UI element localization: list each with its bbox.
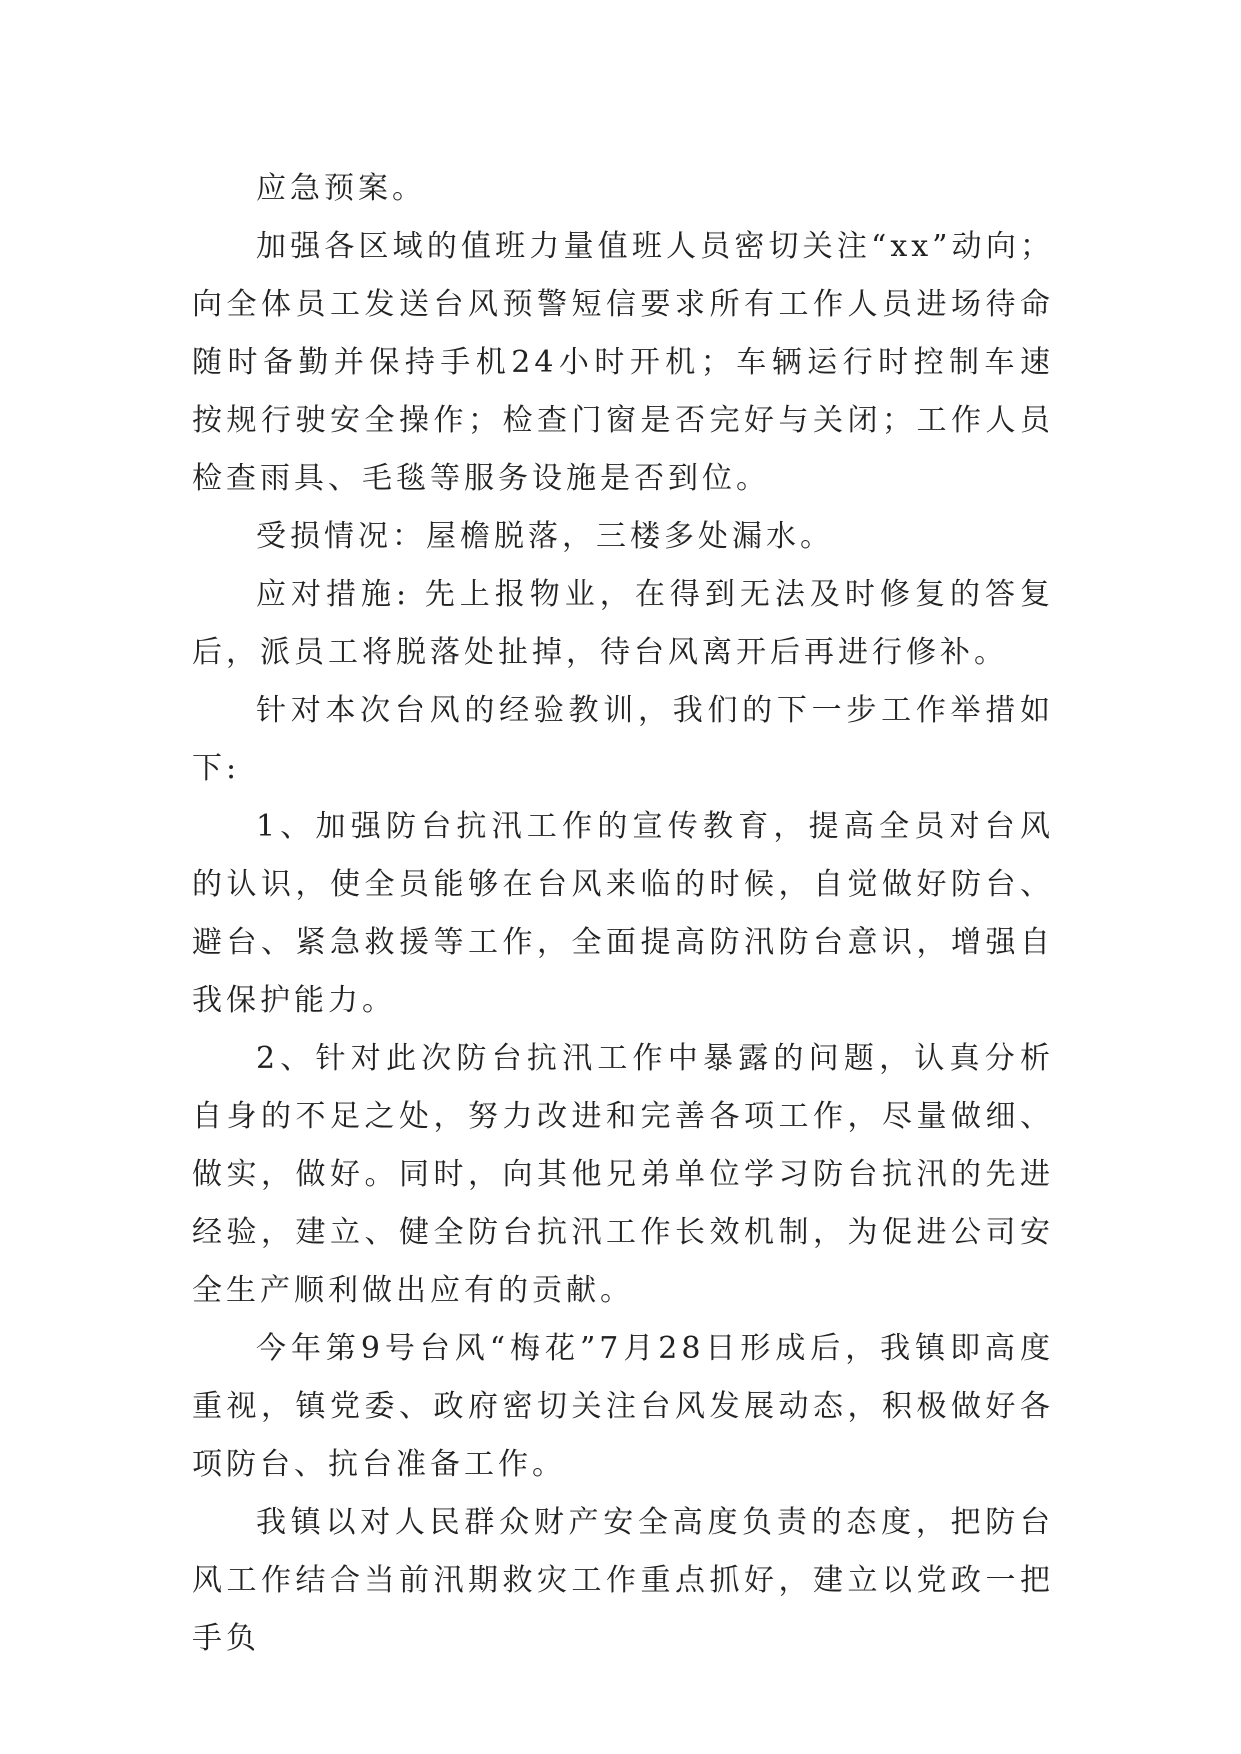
paragraph-typhoon-meihua: 今年第9号台风“梅花”7月28日形成后，我镇即高度重视，镇党委、政府密切关注台风发展动态，积极做好各项防台、抗台准备工作。: [192, 1331, 1054, 1482]
paragraph-damage-status: 受损情况：屋檐脱落，三楼多处漏水。: [256, 519, 834, 554]
paragraph-next-steps-intro: 针对本次台风的经验教训，我们的下一步工作举措如下:: [192, 693, 1054, 786]
paragraph-town-measures: 我镇以对人民群众财产安全高度负责的态度，把防台风工作结合当前汛期救灾工作重点抓好，建立以党政一把手负: [192, 1505, 1054, 1656]
document-body: [192, 160, 1054, 1668]
paragraph-response-measures: 应对措施: 先上报物业，在得到无法及时修复的答复后，派员工将脱落处扯掉，待台风离开后再进行修补。: [192, 577, 1054, 670]
paragraph-emergency-plan: 应急预案。: [256, 171, 426, 206]
paragraph-step-2: 2、针对此次防台抗汛工作中暴露的问题，认真分析自身的不足之处，努力改进和完善各项工作，尽量做细、做实，做好。同时，向其他兄弟单位学习防台抗汛的先进经验，建立、健全防台抗汛工作长效机制，为促进公司安全生产顺利做出应有的贡献。: [192, 1041, 1054, 1308]
paragraph-duty-measures: 加强各区域的值班力量值班人员密切关注“xx”动向；向全体员工发送台风预警短信要求所有工作人员进场待命随时备勤并保持手机24小时开机；车辆运行时控制车速按规行驶安全操作；检查门窗是否完好与关闭；工作人员检查雨具、毛毯等服务设施是否到位。: [192, 229, 1054, 496]
paragraph-step-1: 1、加强防台抗汛工作的宣传教育，提高全员对台风的认识，使全员能够在台风来临的时候，自觉做好防台、避台、紧急救援等工作，全面提高防汛防台意识，增强自我保护能力。: [192, 809, 1054, 1018]
